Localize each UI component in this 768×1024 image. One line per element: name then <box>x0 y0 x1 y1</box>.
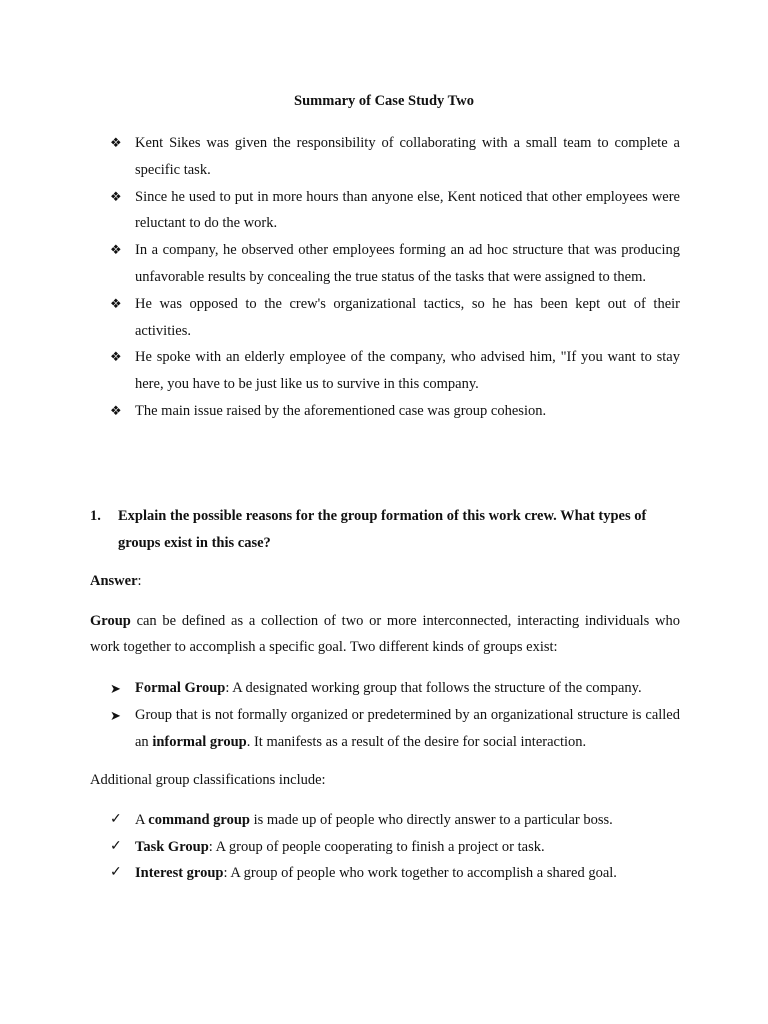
checkmark-bullet-icon: ✓ <box>110 865 122 881</box>
arrow-bullet-icon: ➤ <box>110 681 121 696</box>
diamond-bullet-icon: ❖ <box>110 349 122 365</box>
checkmark-bullet-icon: ✓ <box>110 838 122 854</box>
page-title: Summary of Case Study Two <box>294 93 474 109</box>
summary-bullet-list <box>110 130 680 425</box>
list-item: ❖ Since he used to put in more hours than anyone else, Kent noticed that other employees were reluctant to do the work. <box>110 184 680 238</box>
group-kinds-list <box>110 675 680 756</box>
answer-label: Answer: <box>90 573 142 589</box>
list-item: ❖ The main issue raised by the aforementioned case was group cohesion. <box>110 398 680 425</box>
group-term: Group <box>90 613 131 629</box>
diamond-bullet-icon: ❖ <box>110 135 122 150</box>
list-item: ✓ Interest group: A group of people who work together to accomplish a shared goal. <box>110 860 680 887</box>
diamond-bullet-icon: ❖ <box>110 402 122 418</box>
diamond-bullet-icon: ❖ <box>110 295 122 311</box>
diamond-bullet-icon: ❖ <box>110 188 122 204</box>
question-text: Explain the possible reasons for the group formation of this work crew. What types of groups exist in this case? <box>118 508 647 551</box>
list-item: ❖ In a company, he observed other employees forming an ad hoc structure that was producing unfavorable results by concealing the true status of the tasks that were assigned to them. <box>110 237 680 291</box>
question-1 <box>90 503 680 557</box>
arrow-bullet-icon: ➤ <box>110 708 121 723</box>
group-definition: Group can be defined as a collection of two or more interconnected, interacting individuals who work together to accomplish a specific goal. Two different kinds of groups exist: <box>90 613 680 655</box>
list-item: ✓ Task Group: A group of people cooperating to finish a project or task. <box>110 834 680 861</box>
question-number: 1. <box>90 508 101 524</box>
list-item: ✓ A command group is made up of people who directly answer to a particular boss. <box>110 807 680 834</box>
list-item: ❖ He was opposed to the crew's organizational tactics, so he has been kept out of their activities. <box>110 291 680 345</box>
checkmark-bullet-icon: ✓ <box>110 812 122 827</box>
additional-classifications-intro: Additional group classifications include: <box>90 772 326 788</box>
list-item: ➤ Formal Group: A designated working group that follows the structure of the company. <box>110 675 680 702</box>
diamond-bullet-icon: ❖ <box>110 242 122 258</box>
list-item: ❖ Kent Sikes was given the responsibility of collaborating with a small team to complete a specific task. <box>110 130 680 184</box>
classification-list <box>110 807 680 887</box>
list-item: ❖ He spoke with an elderly employee of the company, who advised him, "If you want to stay here, you have to be just like us to survive in this company. <box>110 344 680 398</box>
list-item: ➤ Group that is not formally organized or predetermined by an organizational structure is called an informal group. It manifests as a result of the desire for social interaction. <box>110 702 680 756</box>
